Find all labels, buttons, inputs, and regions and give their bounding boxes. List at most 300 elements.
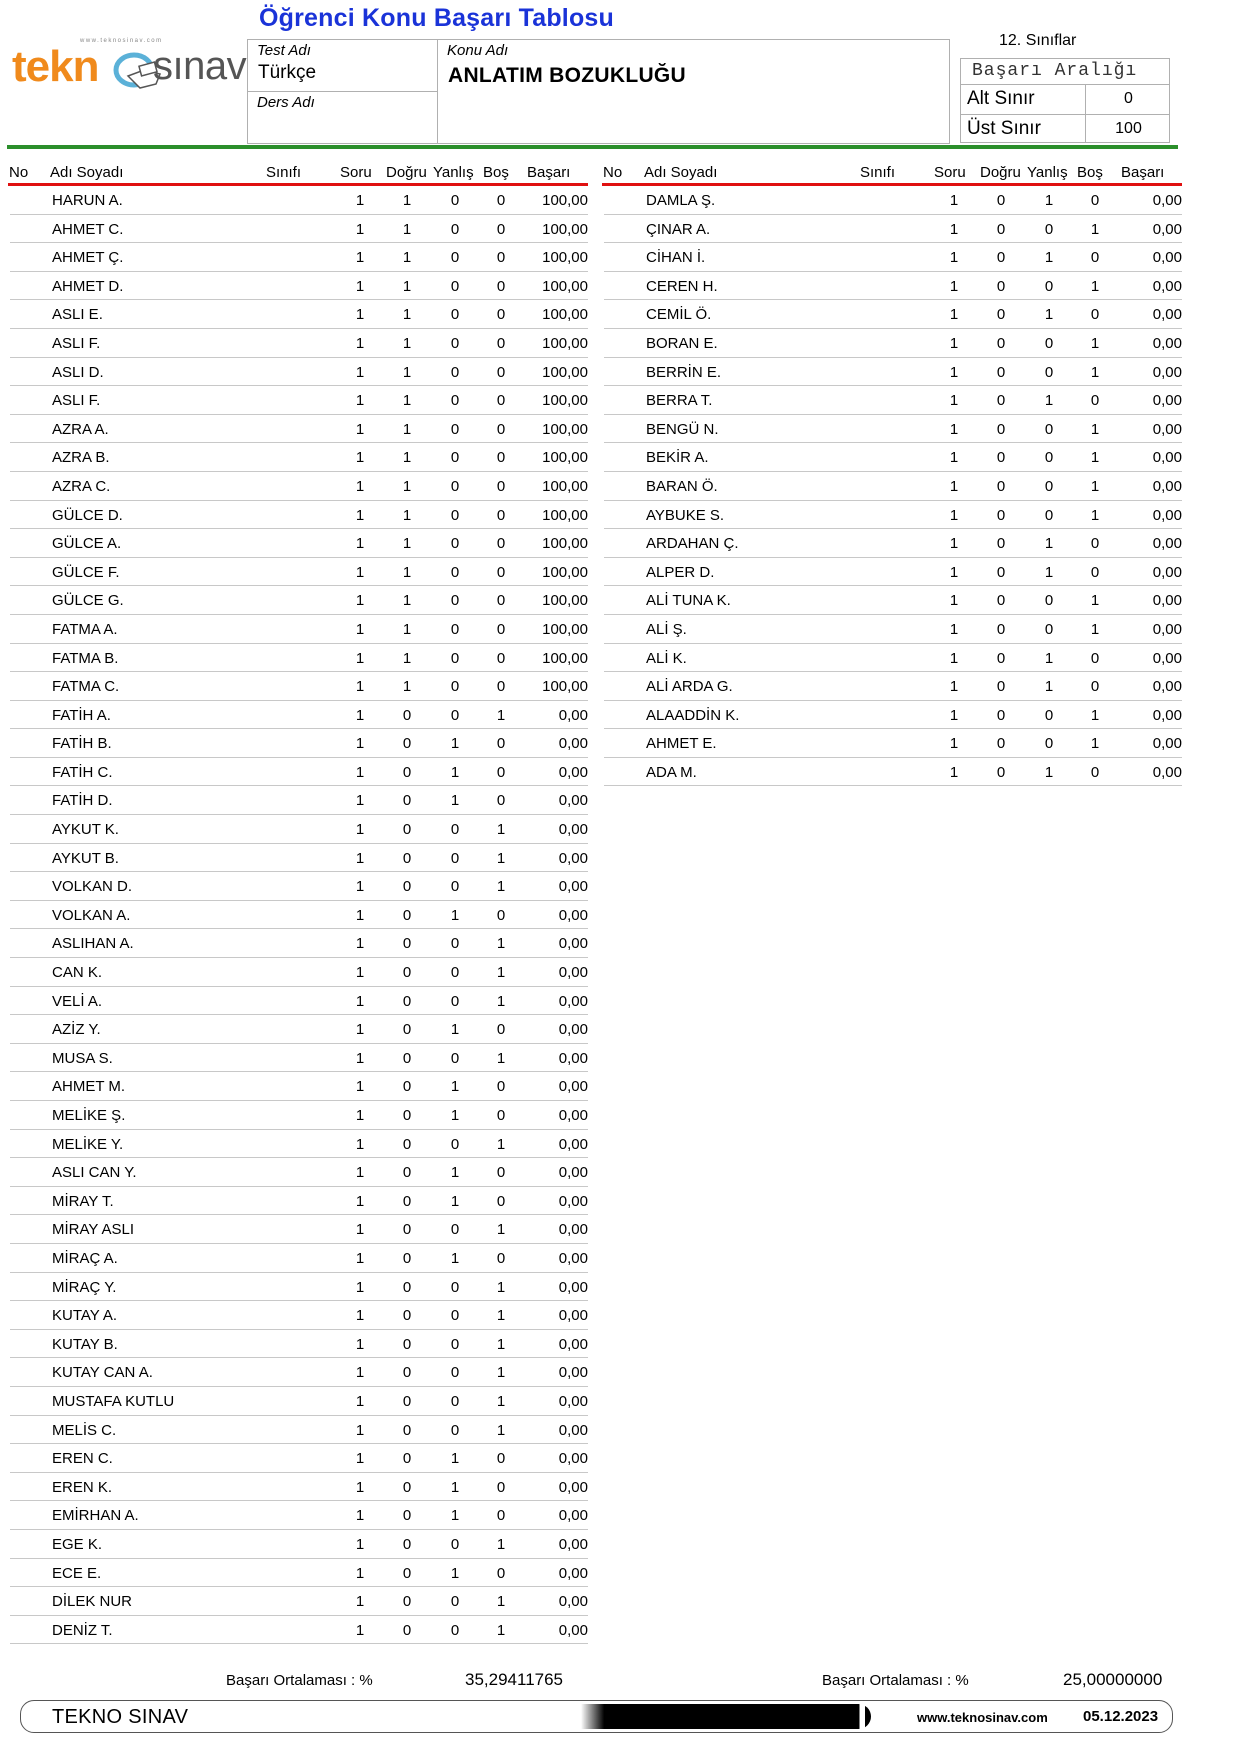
dogru-count: 0 xyxy=(996,220,1006,238)
basari-score: 0,00 xyxy=(558,906,588,924)
student-name: ARDAHAN Ç. xyxy=(646,535,739,553)
basari-score: 0,00 xyxy=(1152,477,1182,495)
yanlis-count: 0 xyxy=(1044,363,1054,381)
student-name: FATİH A. xyxy=(52,706,111,724)
bos-count: 0 xyxy=(496,1507,506,1525)
bos-count: 0 xyxy=(496,220,506,238)
yanlis-count: 1 xyxy=(450,1107,460,1124)
basari-score: 0,00 xyxy=(558,878,588,896)
soru-count: 1 xyxy=(355,1335,365,1353)
dogru-count: 1 xyxy=(402,477,412,495)
bos-count: 1 xyxy=(1090,334,1100,352)
student-name: ALİ ARDA G. xyxy=(646,678,733,696)
col-soru: Soru xyxy=(340,164,372,181)
student-name: ASLIHAN A. xyxy=(52,935,134,953)
bos-count: 1 xyxy=(496,1135,506,1153)
student-name: MİRAY T. xyxy=(52,1192,114,1210)
yanlis-count: 0 xyxy=(450,821,460,839)
student-name: MUSA S. xyxy=(52,1049,113,1067)
basari-score: 0,00 xyxy=(1152,392,1182,410)
dogru-count: 0 xyxy=(402,1564,412,1582)
dogru-count: 0 xyxy=(996,763,1006,781)
dogru-count: 0 xyxy=(402,878,412,896)
basari-score: 0,00 xyxy=(1152,220,1182,238)
basari-score: 0,00 xyxy=(558,1135,588,1153)
dogru-count: 1 xyxy=(402,334,412,352)
basari-score: 100,00 xyxy=(542,392,588,410)
soru-count: 1 xyxy=(355,649,365,667)
bos-count: 1 xyxy=(496,1621,506,1639)
basari-score: 0,00 xyxy=(1152,706,1182,724)
table-row xyxy=(10,644,588,673)
student-name: EMİRHAN A. xyxy=(52,1507,139,1525)
bos-count: 0 xyxy=(1090,563,1100,581)
soru-count: 1 xyxy=(949,649,959,667)
bos-count: 0 xyxy=(1090,678,1100,696)
bos-count: 0 xyxy=(496,649,506,667)
basari-score: 0,00 xyxy=(558,706,588,724)
konu-value: ANLATIM BOZUKLUĞU xyxy=(448,64,687,87)
basari-score: 0,00 xyxy=(558,1221,588,1239)
student-name: FATİH C. xyxy=(52,763,113,781)
dogru-count: 0 xyxy=(402,1221,412,1239)
soru-count: 1 xyxy=(355,392,365,410)
table-row xyxy=(10,215,588,244)
dogru-count: 1 xyxy=(402,563,412,581)
basari-score: 0,00 xyxy=(1152,306,1182,324)
student-name: EREN K. xyxy=(52,1478,113,1496)
soru-count: 1 xyxy=(949,306,959,324)
bos-count: 1 xyxy=(1090,220,1100,238)
student-name: CEMİL Ö. xyxy=(646,306,712,324)
bos-count: 0 xyxy=(496,1249,506,1267)
bos-count: 1 xyxy=(496,1278,506,1296)
test-info-box xyxy=(247,39,438,144)
basari-score: 0,00 xyxy=(558,1049,588,1067)
basari-score: 0,00 xyxy=(558,1078,588,1096)
col-basari: Başarı xyxy=(1121,164,1165,181)
table-row xyxy=(10,815,588,844)
table-row xyxy=(10,1387,588,1416)
student-name: BERRİN E. xyxy=(646,363,722,381)
yanlis-count: 1 xyxy=(450,1478,460,1496)
left-average-label: Başarı Ortalaması : % xyxy=(226,1672,373,1689)
table-row xyxy=(10,729,588,758)
bos-count: 0 xyxy=(496,1021,506,1039)
yanlis-count: 1 xyxy=(450,735,460,753)
dogru-count: 0 xyxy=(996,563,1006,581)
student-name: ASLI D. xyxy=(52,363,104,381)
student-name: GÜLCE A. xyxy=(52,535,122,553)
bos-count: 0 xyxy=(496,392,506,410)
basari-score: 0,00 xyxy=(558,1478,588,1496)
table-row xyxy=(604,501,1182,530)
soru-count: 1 xyxy=(949,334,959,352)
basari-score: 0,00 xyxy=(1152,563,1182,581)
student-name: ÇINAR A. xyxy=(646,220,711,238)
soru-count: 1 xyxy=(355,506,365,524)
table-row xyxy=(10,1015,588,1044)
yanlis-count: 0 xyxy=(450,1307,460,1325)
soru-count: 1 xyxy=(949,535,959,553)
basari-score: 0,00 xyxy=(558,1507,588,1525)
yanlis-count: 0 xyxy=(450,563,460,581)
bos-count: 1 xyxy=(496,1221,506,1239)
basari-score: 100,00 xyxy=(542,306,588,324)
table-row xyxy=(604,529,1182,558)
basari-score: 100,00 xyxy=(542,535,588,553)
table-row xyxy=(10,1616,588,1645)
student-name: BARAN Ö. xyxy=(646,477,718,495)
dogru-count: 0 xyxy=(996,449,1006,467)
dogru-count: 0 xyxy=(402,1335,412,1353)
table-row xyxy=(10,1273,588,1302)
alt-sinir-label: Alt Sınır xyxy=(967,88,1035,109)
table-header xyxy=(8,164,588,186)
dogru-count: 0 xyxy=(996,277,1006,295)
yanlis-count: 0 xyxy=(450,1621,460,1639)
table-row xyxy=(10,272,588,301)
bos-count: 0 xyxy=(1090,192,1100,209)
dogru-count: 0 xyxy=(402,763,412,781)
dogru-count: 1 xyxy=(402,249,412,267)
table-row xyxy=(604,729,1182,758)
dogru-count: 1 xyxy=(402,449,412,467)
yanlis-count: 1 xyxy=(450,1249,460,1267)
dogru-count: 1 xyxy=(402,535,412,553)
student-name: CEREN H. xyxy=(646,277,718,295)
basari-score: 0,00 xyxy=(1152,363,1182,381)
dogru-count: 0 xyxy=(402,706,412,724)
dogru-count: 0 xyxy=(402,792,412,810)
bos-count: 0 xyxy=(496,792,506,810)
yanlis-count: 1 xyxy=(450,1507,460,1525)
student-name: DİLEK NUR xyxy=(52,1593,133,1611)
student-name: FATİH D. xyxy=(52,792,113,810)
col-dogru: Doğru xyxy=(386,164,427,181)
table-row xyxy=(604,558,1182,587)
basari-score: 100,00 xyxy=(542,620,588,638)
dogru-count: 1 xyxy=(402,420,412,438)
tekno-sinav-logo xyxy=(10,34,250,100)
student-name: ASLI CAN Y. xyxy=(52,1164,137,1182)
yanlis-count: 1 xyxy=(1044,535,1054,553)
dogru-count: 1 xyxy=(402,649,412,667)
dogru-count: 0 xyxy=(402,1021,412,1039)
bos-count: 1 xyxy=(496,821,506,839)
dogru-count: 0 xyxy=(402,821,412,839)
dogru-count: 0 xyxy=(996,192,1006,209)
yanlis-count: 0 xyxy=(450,964,460,982)
table-row xyxy=(10,701,588,730)
basari-score: 0,00 xyxy=(558,1593,588,1611)
student-name: VOLKAN A. xyxy=(52,906,131,924)
student-name: AYBUKE S. xyxy=(646,506,725,524)
yanlis-count: 1 xyxy=(1044,763,1054,781)
konu-info-box xyxy=(438,39,950,144)
yanlis-count: 0 xyxy=(1044,420,1054,438)
dogru-count: 0 xyxy=(402,1621,412,1639)
bos-count: 1 xyxy=(1090,735,1100,753)
basari-score: 0,00 xyxy=(1152,334,1182,352)
table-row xyxy=(10,1587,588,1616)
yanlis-count: 0 xyxy=(450,249,460,267)
soru-count: 1 xyxy=(355,678,365,696)
table-row xyxy=(10,1130,588,1159)
student-name: EGE K. xyxy=(52,1535,103,1553)
table-row xyxy=(10,929,588,958)
yanlis-count: 0 xyxy=(450,1535,460,1553)
dogru-count: 1 xyxy=(402,192,412,209)
table-row xyxy=(10,872,588,901)
bos-count: 1 xyxy=(1090,620,1100,638)
basari-score: 0,00 xyxy=(1152,735,1182,753)
bos-count: 0 xyxy=(496,763,506,781)
table-row xyxy=(604,443,1182,472)
soru-count: 1 xyxy=(355,992,365,1010)
soru-count: 1 xyxy=(355,1507,365,1525)
student-name: CAN K. xyxy=(52,964,103,982)
bos-count: 1 xyxy=(496,849,506,867)
basari-score: 0,00 xyxy=(1152,620,1182,638)
yanlis-count: 1 xyxy=(450,1078,460,1096)
bos-count: 1 xyxy=(496,878,506,896)
dogru-count: 0 xyxy=(996,592,1006,610)
col-no: No xyxy=(9,164,29,181)
student-name: FATİH B. xyxy=(52,735,112,753)
bos-count: 0 xyxy=(496,506,506,524)
soru-count: 1 xyxy=(355,620,365,638)
student-name: BENGÜ N. xyxy=(646,420,719,438)
bos-count: 1 xyxy=(1090,592,1100,610)
table-row xyxy=(604,386,1182,415)
soru-count: 1 xyxy=(355,220,365,238)
soru-count: 1 xyxy=(355,334,365,352)
bos-count: 0 xyxy=(496,620,506,638)
student-name: ASLI F. xyxy=(52,392,101,410)
soru-count: 1 xyxy=(949,363,959,381)
soru-count: 1 xyxy=(355,1278,365,1296)
table-row xyxy=(604,644,1182,673)
table-row xyxy=(10,1530,588,1559)
dogru-count: 1 xyxy=(402,363,412,381)
basari-score: 0,00 xyxy=(558,1278,588,1296)
soru-count: 1 xyxy=(355,792,365,810)
soru-count: 1 xyxy=(355,1535,365,1553)
soru-count: 1 xyxy=(355,249,365,267)
table-row xyxy=(604,672,1182,701)
col-no: No xyxy=(603,164,623,181)
yanlis-count: 0 xyxy=(450,363,460,381)
table-row xyxy=(10,1244,588,1273)
basari-score: 0,00 xyxy=(558,821,588,839)
yanlis-count: 0 xyxy=(450,649,460,667)
soru-count: 1 xyxy=(355,277,365,295)
bos-count: 1 xyxy=(496,1364,506,1382)
dogru-count: 0 xyxy=(402,1078,412,1096)
basari-score: 0,00 xyxy=(558,1307,588,1325)
student-name: ECE E. xyxy=(52,1564,102,1582)
table-row xyxy=(10,1101,588,1130)
bos-count: 0 xyxy=(496,535,506,553)
dogru-count: 0 xyxy=(996,506,1006,524)
bos-count: 1 xyxy=(496,992,506,1010)
basari-score: 0,00 xyxy=(1152,506,1182,524)
student-name: DENİZ T. xyxy=(52,1621,113,1639)
basari-score: 100,00 xyxy=(542,277,588,295)
col-yanlis: Yanlış xyxy=(433,164,474,181)
soru-count: 1 xyxy=(355,192,365,209)
page-footer xyxy=(20,1700,1173,1733)
yanlis-count: 0 xyxy=(1044,277,1054,295)
soru-count: 1 xyxy=(949,763,959,781)
yanlis-count: 0 xyxy=(450,506,460,524)
student-name: KUTAY CAN A. xyxy=(52,1364,153,1382)
bos-count: 0 xyxy=(496,334,506,352)
table-row xyxy=(10,529,588,558)
yanlis-count: 0 xyxy=(450,392,460,410)
bos-count: 0 xyxy=(496,1192,506,1210)
table-row xyxy=(10,958,588,987)
ust-sinir-label: Üst Sınır xyxy=(967,118,1041,139)
soru-count: 1 xyxy=(355,1450,365,1468)
bos-count: 1 xyxy=(496,1392,506,1410)
soru-count: 1 xyxy=(355,964,365,982)
bos-count: 0 xyxy=(496,1078,506,1096)
student-name: AZRA B. xyxy=(52,449,110,467)
table-row xyxy=(604,186,1182,215)
basari-score: 0,00 xyxy=(558,1335,588,1353)
dogru-count: 0 xyxy=(402,1535,412,1553)
dogru-count: 0 xyxy=(996,334,1006,352)
table-row xyxy=(10,1072,588,1101)
soru-count: 1 xyxy=(355,706,365,724)
dogru-count: 0 xyxy=(402,1135,412,1153)
soru-count: 1 xyxy=(355,306,365,324)
dogru-count: 0 xyxy=(402,1249,412,1267)
table-row xyxy=(604,300,1182,329)
student-name: AZRA A. xyxy=(52,420,109,438)
ust-sinir-value: 100 xyxy=(1085,115,1171,143)
dogru-count: 0 xyxy=(402,964,412,982)
table-row xyxy=(604,415,1182,444)
bos-count: 0 xyxy=(496,1478,506,1496)
soru-count: 1 xyxy=(355,592,365,610)
bos-count: 0 xyxy=(1090,306,1100,324)
basari-score: 0,00 xyxy=(558,1450,588,1468)
yanlis-count: 0 xyxy=(450,449,460,467)
col-basari: Başarı xyxy=(527,164,571,181)
dogru-count: 0 xyxy=(996,363,1006,381)
soru-count: 1 xyxy=(355,1107,365,1124)
soru-count: 1 xyxy=(355,477,365,495)
bos-count: 0 xyxy=(496,363,506,381)
student-name: KUTAY B. xyxy=(52,1335,118,1353)
dogru-count: 0 xyxy=(402,1307,412,1325)
bos-count: 0 xyxy=(496,563,506,581)
table-row xyxy=(604,272,1182,301)
logo-website: www.teknosinav.com xyxy=(80,38,163,44)
dogru-count: 0 xyxy=(402,1392,412,1410)
basari-score: 0,00 xyxy=(558,1164,588,1182)
table-row xyxy=(604,701,1182,730)
student-name: ADA M. xyxy=(646,763,697,781)
dogru-count: 1 xyxy=(402,306,412,324)
bos-count: 1 xyxy=(496,1335,506,1353)
table-row xyxy=(604,472,1182,501)
dogru-count: 0 xyxy=(402,992,412,1010)
logo-text-left: tekn xyxy=(12,42,99,91)
yanlis-count: 0 xyxy=(450,1278,460,1296)
student-name: MİRAY ASLI xyxy=(52,1221,134,1239)
basari-score: 0,00 xyxy=(558,1392,588,1410)
soru-count: 1 xyxy=(949,449,959,467)
table-body xyxy=(8,186,588,1644)
student-name: ASLI F. xyxy=(52,334,101,352)
table-row xyxy=(10,1044,588,1073)
dogru-count: 0 xyxy=(996,392,1006,410)
soru-count: 1 xyxy=(355,1049,365,1067)
table-row xyxy=(604,615,1182,644)
dogru-count: 0 xyxy=(996,620,1006,638)
soru-count: 1 xyxy=(949,420,959,438)
basari-score: 0,00 xyxy=(558,735,588,753)
student-name: ALİ Ş. xyxy=(646,620,687,638)
basari-score: 100,00 xyxy=(542,220,588,238)
col-name: Adı Soyadı xyxy=(644,164,718,181)
basari-score: 0,00 xyxy=(1152,678,1182,696)
yanlis-count: 0 xyxy=(1044,735,1054,753)
yanlis-count: 0 xyxy=(450,1335,460,1353)
alt-sinir-row xyxy=(961,85,1169,114)
dogru-count: 0 xyxy=(996,706,1006,724)
yanlis-count: 0 xyxy=(1044,220,1054,238)
student-name: MELİKE Y. xyxy=(52,1135,124,1153)
yanlis-count: 0 xyxy=(450,420,460,438)
basari-score: 0,00 xyxy=(558,1192,588,1210)
bos-count: 0 xyxy=(496,449,506,467)
col-name: Adı Soyadı xyxy=(50,164,124,181)
table-row xyxy=(10,987,588,1016)
yanlis-count: 1 xyxy=(1044,249,1054,267)
bos-count: 1 xyxy=(496,1049,506,1067)
yanlis-count: 0 xyxy=(450,620,460,638)
yanlis-count: 1 xyxy=(450,1164,460,1182)
student-name: BEKİR A. xyxy=(646,449,709,467)
student-name: EREN C. xyxy=(52,1450,113,1468)
dogru-count: 0 xyxy=(402,1450,412,1468)
table-row xyxy=(10,1215,588,1244)
student-name: MİRAÇ Y. xyxy=(52,1278,117,1296)
basari-score: 0,00 xyxy=(1152,192,1182,209)
basari-score: 0,00 xyxy=(1152,420,1182,438)
dogru-count: 1 xyxy=(402,678,412,696)
table-row xyxy=(10,672,588,701)
soru-count: 1 xyxy=(355,363,365,381)
dogru-count: 0 xyxy=(402,1107,412,1124)
col-yanlis: Yanlış xyxy=(1027,164,1068,181)
yanlis-count: 1 xyxy=(450,763,460,781)
table-row xyxy=(10,1473,588,1502)
dogru-count: 0 xyxy=(996,306,1006,324)
yanlis-count: 1 xyxy=(1044,563,1054,581)
soru-count: 1 xyxy=(949,477,959,495)
bos-count: 0 xyxy=(496,1164,506,1182)
bos-count: 0 xyxy=(496,1107,506,1124)
student-name: MELİKE Ş. xyxy=(52,1107,126,1124)
basari-score: 100,00 xyxy=(542,506,588,524)
yanlis-count: 0 xyxy=(450,334,460,352)
